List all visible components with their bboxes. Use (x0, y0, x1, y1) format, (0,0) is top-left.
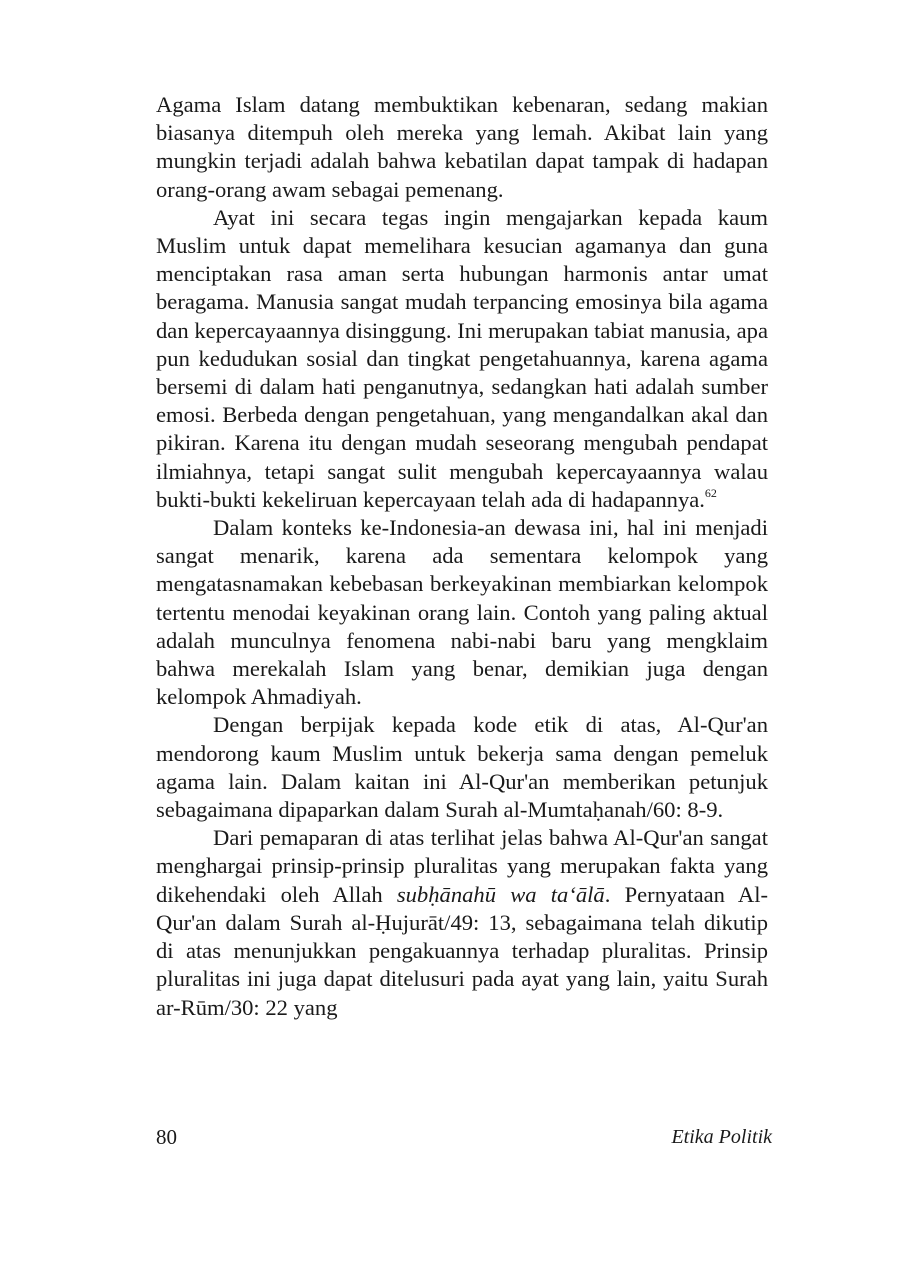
running-title: Etika Politik (671, 1126, 772, 1148)
paragraph-3 (156, 514, 768, 711)
page-footer (156, 1125, 772, 1155)
paragraph-3-text: Dalam konteks ke-Indonesia-an dewasa ini, hal ini menjadi sangat menarik, karena ada sementara kelompok yang mengatasnamakan kebebasan berkeyakinan membiarkan kelompok tertentu menodai keyakinan orang lain. Contoh yang paling aktual adalah munculnya fenomena nabi-nabi baru yang mengklaim bahwa merekalah Islam yang benar, demikian juga dengan kelompok Ahmadiyah. (156, 515, 768, 710)
paragraph-5-text-before: Dari pemaparan di atas terlihat jelas bahwa Al-Qur'an sangat menghargai prinsip-prinsip pluralitas yang merupakan fakta yang dikehendaki oleh Allah (156, 825, 768, 907)
paragraph-5-italic-phrase: subḥānahū wa ta‘ālā (396, 881, 605, 907)
paragraph-4-text: Dengan berpijak kepada kode etik di atas, Al-Qur'an mendorong kaum Muslim untuk bekerja sama dengan pemeluk agama lain. Dalam kaitan ini Al-Qur'an memberikan petunjuk sebagaimana dipaparkan dalam Surah al-Mumtaḥanah/60: 8-9. (156, 712, 768, 823)
page-body (156, 91, 768, 1022)
paragraph-2-text: Ayat ini secara tegas ingin mengajarkan kepada kaum Muslim untuk dapat memelihara kesucian agamanya dan guna menciptakan rasa aman serta hubungan harmonis antar umat beragama. Manusia sangat mudah terpancing emosinya bila agama dan kepercayaannya disinggung. Ini merupakan tabiat manusia, apa pun kedudukan sosial dan tingkat pengetahuannya, karena agama bersemi di dalam hati penganutnya, sedangkan hati adalah sumber emosi. Berbeda dengan pengetahuan, yang mengandalkan akal dan pikiran. Karena itu dengan mudah seseorang mengubah pendapat ilmiahnya, tetapi sangat sulit mengubah kepercayaannya walau bukti-bukti kekeliruan kepercayaan telah ada di hadapannya. (156, 204, 768, 512)
paragraph-4 (156, 711, 768, 824)
paragraph-5-text-after: . Pernyataan Al-Qur'an dalam Surah al-Ḥujurāt/49: 13, sebagaimana telah dikutip di atas menunjukkan pengakuannya terhadap pluralitas. Prinsip pluralitas ini juga dapat ditelusuri pada ayat yang lain, yaitu Surah ar-Rūm/30: 22 yang (156, 881, 769, 1020)
paragraph-2 (156, 204, 768, 514)
paragraph-1-text: Agama Islam datang membuktikan kebenaran, sedang makian biasanya ditempuh oleh mereka yang lemah. Akibat lain yang mungkin terjadi adalah bahwa kebatilan dapat tampak di hadapan orang-orang awam sebagai pemenang. (156, 92, 768, 202)
footnote-marker[interactable]: 62 (704, 485, 717, 500)
paragraph-5 (156, 824, 768, 1021)
paragraph-1 (156, 91, 768, 204)
page-number: 80 (156, 1125, 177, 1149)
